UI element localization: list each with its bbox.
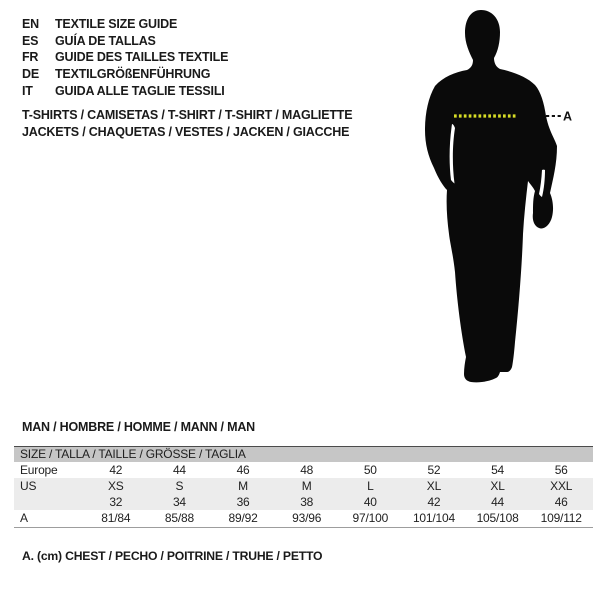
size-cell: XL: [426, 479, 442, 493]
size-table-header: SIZE / TALLA / TAILLE / GRÖSSE / TAGLIA: [14, 447, 593, 462]
language-code: IT: [22, 83, 33, 98]
size-cell: 93/96: [292, 511, 322, 525]
language-row: [22, 49, 228, 66]
measure-label-a: A: [563, 109, 573, 124]
size-cell: 48: [300, 463, 314, 477]
language-label: TEXTILGRÖßENFÜHRUNG: [55, 67, 211, 82]
size-cell: XL: [490, 479, 505, 493]
size-cell: M: [301, 479, 312, 493]
language-code: ES: [22, 33, 39, 48]
size-cell: 54: [491, 463, 505, 477]
man-silhouette: [425, 10, 557, 382]
language-code: DE: [22, 67, 39, 82]
language-block: [22, 16, 228, 99]
language-row: [22, 16, 228, 33]
size-cell: 42: [109, 463, 123, 477]
language-code: EN: [22, 17, 39, 32]
language-code: FR: [22, 50, 39, 65]
man-silhouette-figure: [423, 6, 575, 390]
size-cell: XXL: [550, 479, 573, 493]
section-title-man: MAN / HOMBRE / HOMME / MANN / MAN: [22, 420, 255, 434]
size-cell: S: [175, 479, 184, 493]
size-cell: 36: [236, 495, 250, 509]
size-cell: 32: [109, 495, 123, 509]
size-cell: 97/100: [352, 511, 389, 525]
language-row: [22, 82, 228, 99]
language-label: TEXTILE SIZE GUIDE: [55, 17, 178, 32]
size-table: [14, 446, 593, 528]
language-label: GUIDA ALLE TAGLIE TESSILI: [55, 83, 225, 98]
size-cell: 44: [491, 495, 505, 509]
row-label: A: [20, 511, 28, 525]
size-cell: M: [238, 479, 248, 493]
language-row: [22, 33, 228, 50]
size-cell: 42: [427, 495, 441, 509]
size-cell: L: [367, 479, 374, 493]
size-cell: 105/108: [476, 511, 519, 525]
size-cell: 50: [363, 463, 377, 477]
size-cell: 34: [172, 495, 186, 509]
size-cell: 101/104: [412, 511, 455, 525]
language-row: [22, 66, 228, 83]
category-line-tshirts: T-SHIRTS / CAMISETAS / T-SHIRT / T-SHIRT / MAGLIETTE: [22, 108, 353, 122]
size-cell: XS: [108, 479, 124, 493]
size-cell: 52: [427, 463, 441, 477]
size-cell: 44: [172, 463, 186, 477]
size-row-europe: [14, 462, 593, 478]
size-cell: 109/112: [540, 511, 582, 525]
size-cell: 38: [300, 495, 314, 509]
row-label: [14, 494, 84, 510]
size-cell: 89/92: [228, 511, 258, 525]
size-row-numeric: [14, 494, 593, 510]
size-cell: 46: [236, 463, 250, 477]
language-label: GUIDE DES TAILLES TEXTILE: [55, 50, 229, 65]
size-cell: 40: [363, 495, 377, 509]
size-guide-footnote: A. (cm) CHEST / PECHO / POITRINE / TRUHE / PETTO: [22, 549, 323, 563]
row-label: US: [20, 479, 37, 493]
size-row-a-chest: [14, 510, 593, 527]
category-block: [22, 107, 352, 140]
category-line-jackets: JACKETS / CHAQUETAS / VESTES / JACKEN / GIACCHE: [22, 124, 350, 139]
language-label: GUÍA DE TALLAS: [55, 33, 156, 48]
size-row-us: [14, 478, 593, 494]
row-label: Europe: [20, 463, 58, 477]
size-cell: 85/88: [164, 511, 194, 525]
size-cell: 81/84: [101, 511, 131, 525]
size-cell: 56: [554, 463, 568, 477]
size-cell: 46: [554, 495, 568, 509]
